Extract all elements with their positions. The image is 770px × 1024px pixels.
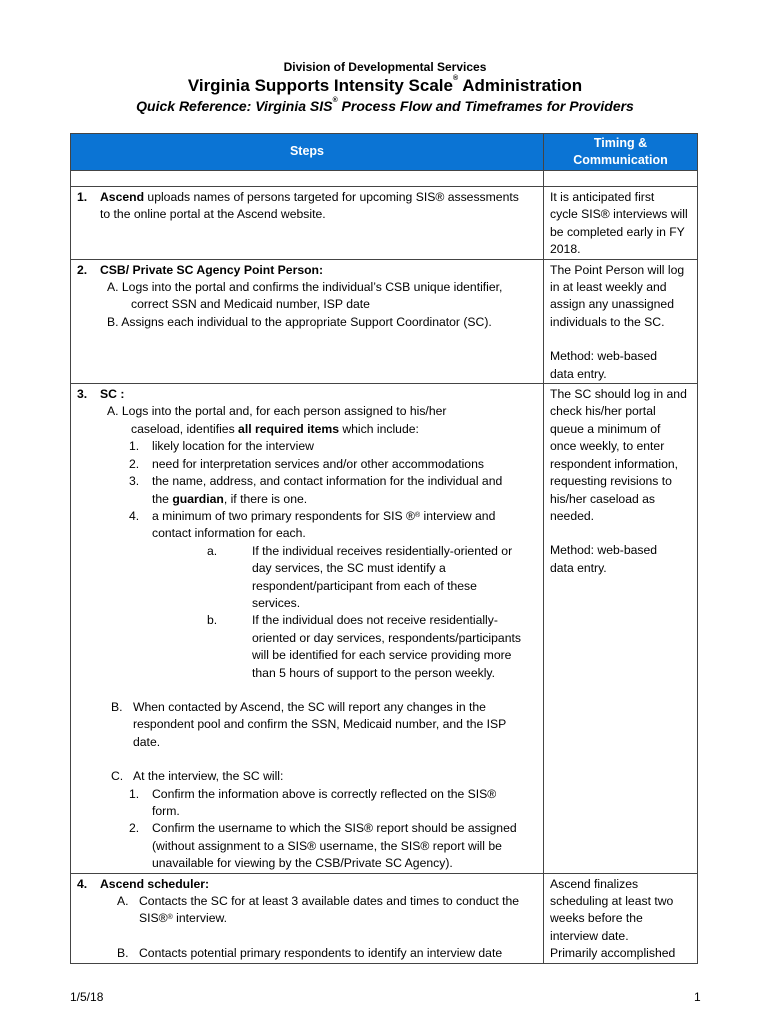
step-2-timing: The Point Person will log in at least weekly and assign any unassigned individuals to the SC. Method: web-based data entry. <box>544 259 698 383</box>
step-4-timing: Ascend finalizes scheduling at least two weeks before the interview date. Primarily accomplished <box>544 873 698 963</box>
list-item: 2. Confirm the username to which the SIS® report should be assigned <box>129 821 517 836</box>
table-row <box>71 187 698 260</box>
timing-column-header: Timing & Communication <box>544 134 698 171</box>
sub-item-b: b. If the individual does not receive residentially- <box>207 613 498 628</box>
list-item: 1. likely location for the interview <box>129 439 314 454</box>
document-subtitle: Quick Reference: Virginia SIS® Process Flow and Timeframes for Providers <box>136 97 634 114</box>
step-2-cell: 2. CSB/ Private SC Agency Point Person: A. Logs into the portal and confirms the individual’s CSB unique identifier, correct SSN and Medicaid number, ISP date B. Assigns each individual to the appropriate Support Coordinator (SC). <box>71 259 544 383</box>
step-4-cell: 4. Ascend scheduler: A. Contacts the SC for at least 3 available dates and times to conduct the SIS®® interview. B. Contacts potential primary respondents to identify an interview date <box>71 873 544 963</box>
step-4-a: A. Contacts the SC for at least 3 available dates and times to conduct the <box>117 894 520 909</box>
step-1-cell: 1. Ascend uploads names of persons targeted for upcoming SIS® assessments to the online portal at the Ascend website. <box>71 187 544 260</box>
division-heading: Division of Developmental Services <box>283 60 487 74</box>
document-title: Virginia Supports Intensity Scale® Administration <box>187 75 583 95</box>
step-3-timing: The SC should log in and check his/her portal queue a minimum of once weekly, to enter respondent information, requesting revisions to his/her caseload as needed. Method: web-based data entry. <box>544 384 698 874</box>
list-item: 2. need for interpretation services and/or other accommodations <box>129 456 484 471</box>
step-3-cell: 3. SC : A. Logs into the portal and, for each person assigned to his/her caseload, identifies all required items which include: 1. likely location for the interview 2. need for interpretation services and/or other accommodations 3. the name, address, and contact information for the individual and the guardian, if there is one. 4. a minimum of two primary respondents for SIS ®® interview and contact information for each. a. If the individual receives residentially-oriented or day services, the SC must identify a respondent/participant from each of these services. b. If the individual does not receive residentially- oriented or day services, respondents/participants will be identified for each service providing more than 5 hours of support to the person weekly. B. When contacted by Ascend, the SC will report any changes in the respondent pool and confirm the SSN, Medicaid number, and the ISP date. C. At the interview, the SC will: 1. Confirm the information above is correctly reflected on the SIS® form. 2. Confirm the username to which the SIS® report should be assigned (without assignment to a SIS® username, the SIS® report will be unavailable for viewing by the CSB/Private SC Agency). <box>71 384 544 874</box>
list-item: 4. a minimum of two primary respondents for SIS ®® interview and <box>129 508 496 523</box>
steps-column-header: Steps <box>71 134 544 171</box>
process-table <box>70 133 698 964</box>
footer-date: 1/5/18 <box>70 990 104 1004</box>
step-1-timing: It is anticipated first cycle SIS® interviews will be completed early in FY 2018. <box>544 187 698 260</box>
step-4-b: B. Contacts potential primary respondents to identify an interview date <box>117 945 503 960</box>
table-row <box>71 384 698 874</box>
step-3-b: B. When contacted by Ascend, the SC will report any changes in the <box>111 699 486 714</box>
step-3-c: C. At the interview, the SC will: <box>111 769 284 784</box>
sub-item-a: a. If the individual receives residentially-oriented or <box>207 543 513 558</box>
table-row <box>71 873 698 963</box>
spacer-row <box>71 171 698 187</box>
list-item: 1. Confirm the information above is correctly reflected on the SIS® <box>129 786 497 801</box>
list-item: 3. the name, address, and contact information for the individual and <box>129 474 503 489</box>
table-header-row <box>71 134 698 171</box>
table-row <box>71 259 698 383</box>
page-number: 1 <box>694 990 701 1004</box>
